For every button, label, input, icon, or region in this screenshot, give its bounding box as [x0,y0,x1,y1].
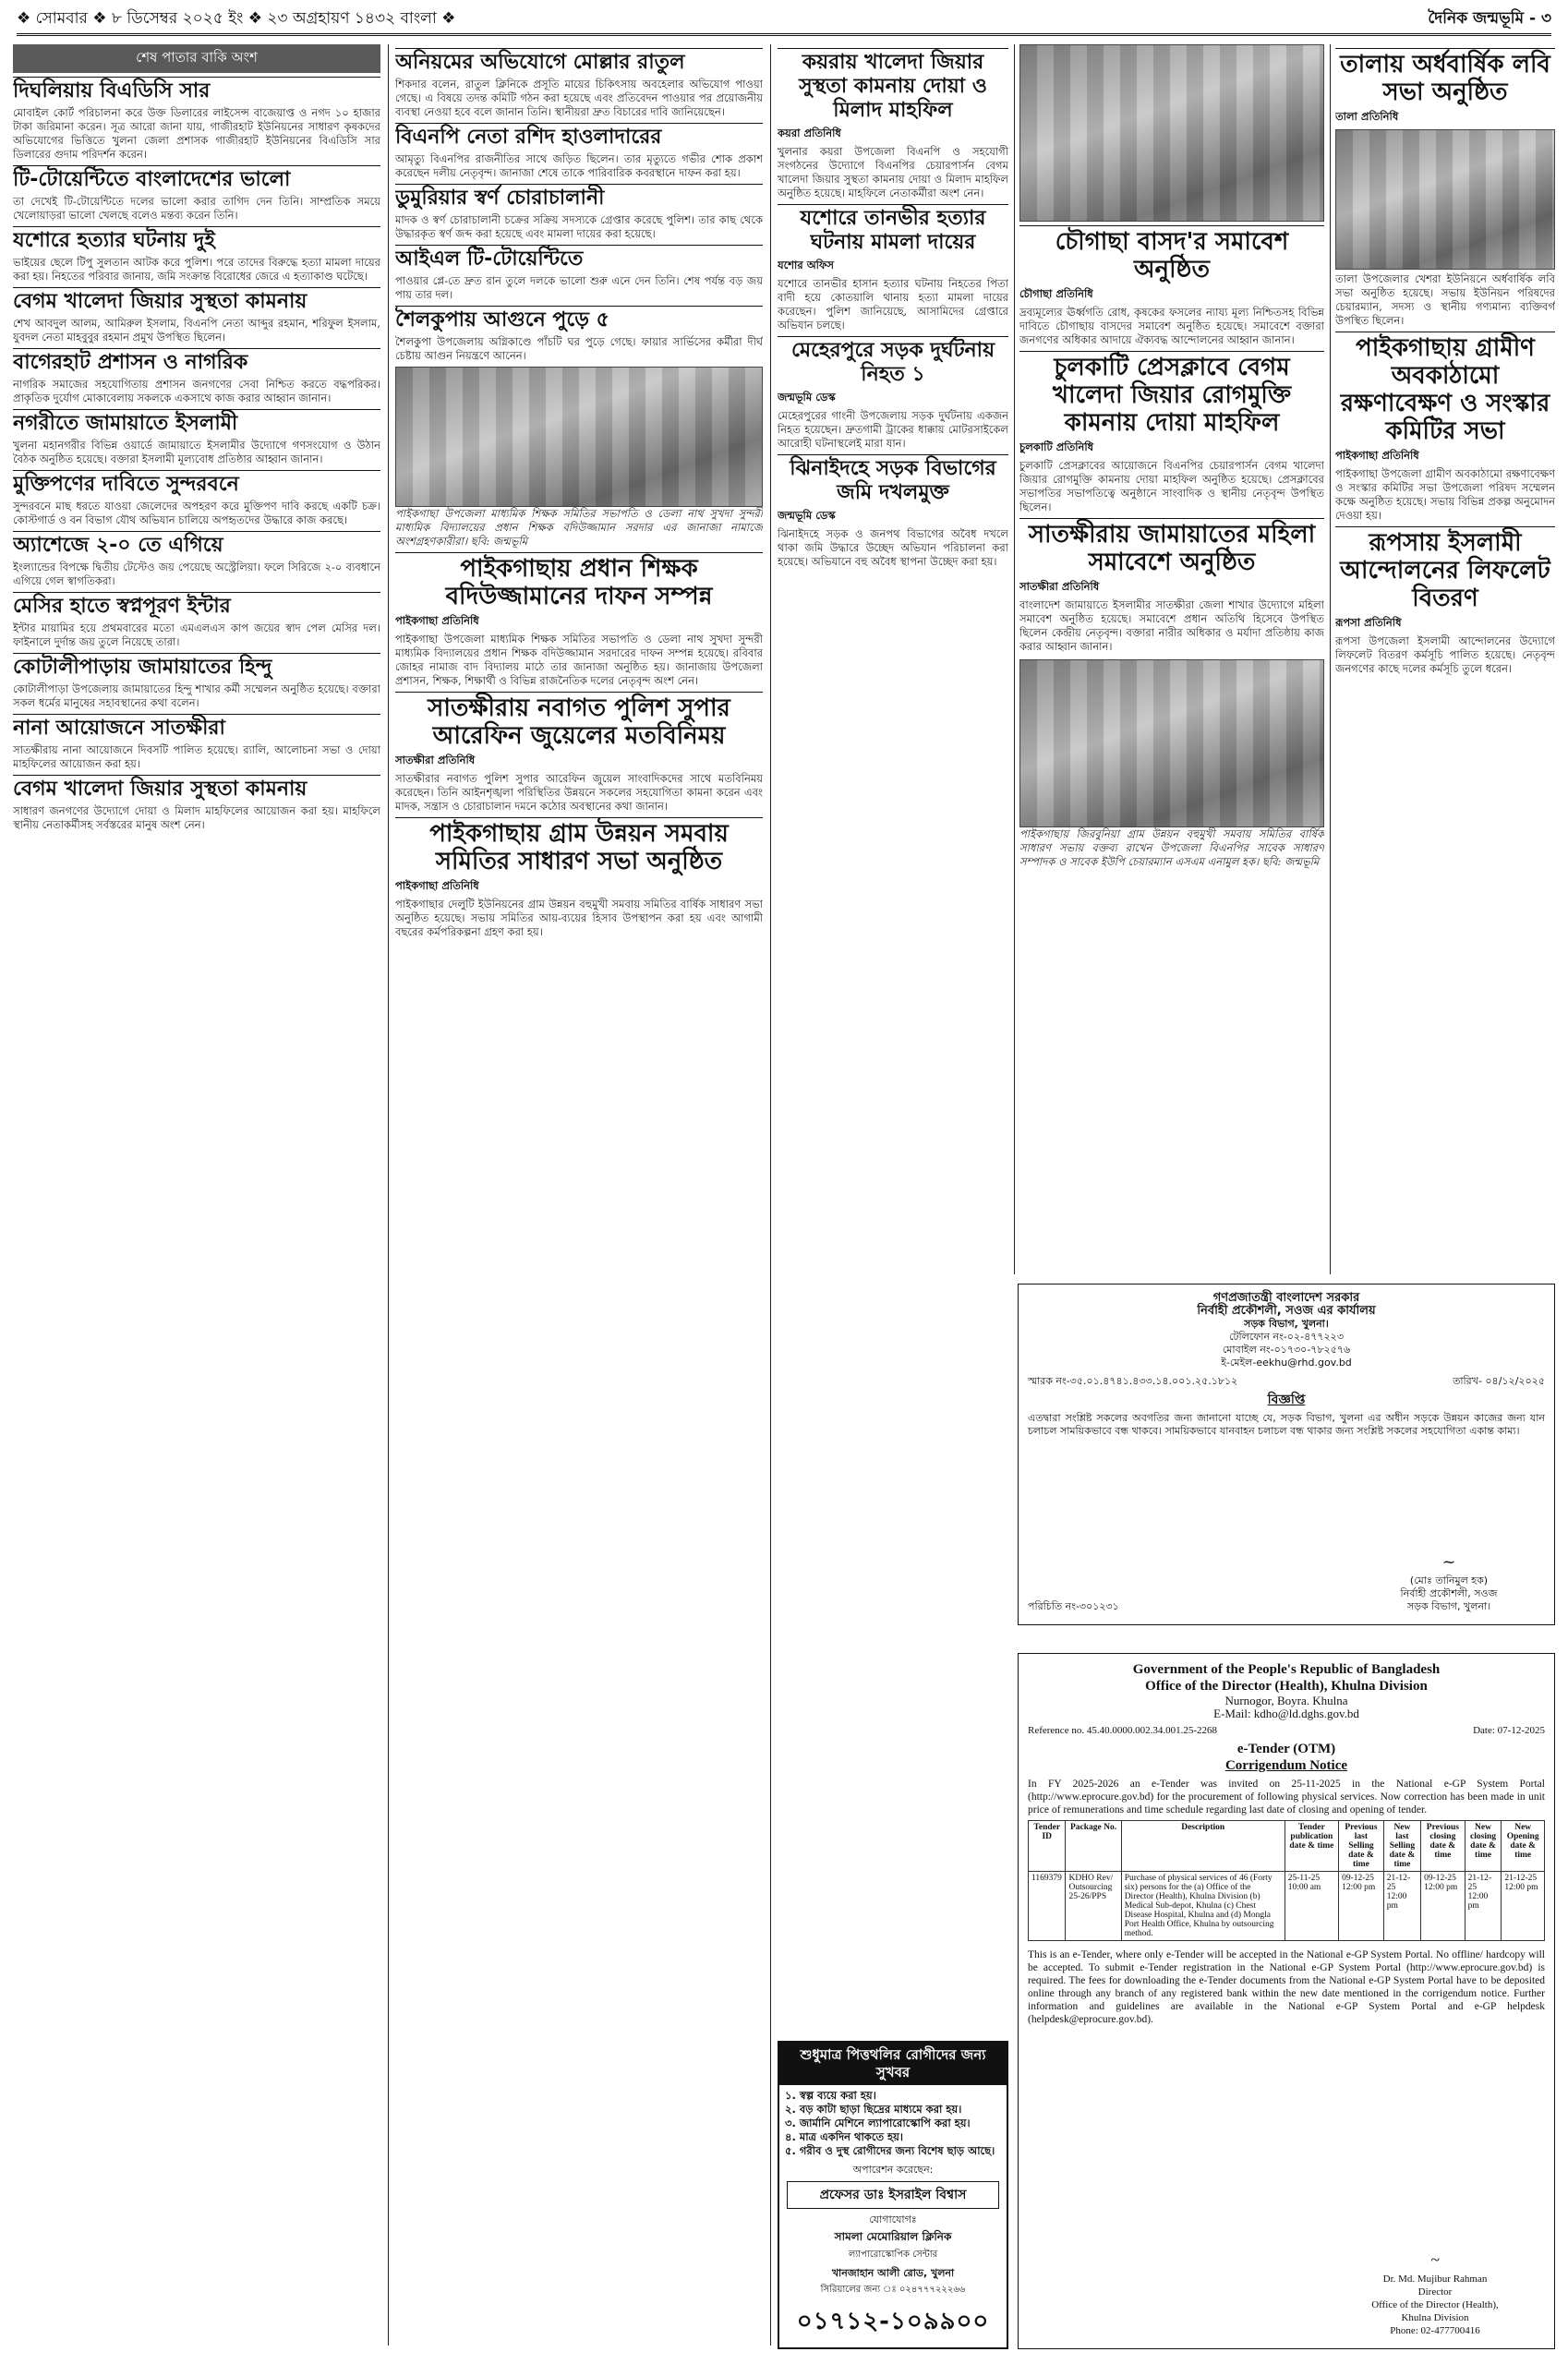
ad-doctor-label: অপারেশন করেছেন: [852,2164,934,2176]
ad-benefit: ২. বড় কাটা ছাড়া ছিদ্রের মাধ্যমে করা হয়। [785,2103,962,2116]
article-text: বাংলাদেশ জামায়াতে ইসলামীর সাতক্ষীরা জেলা শাখার উদ্যোগে মহিলা সমাবেশ অনুষ্ঠিত হয়েছে। সমাবেশে প্রধান অতিথি হিসেবে উপস্থিত ছিলেন কেন্দ্রীয় নেতৃবৃন্দ। বক্তারা নারীর অধিকার ও মর্যাদা প্রতিষ্ঠায় কাজ করার আহ্বান জানান। [1019,598,1324,653]
notice-office-line: নির্বাহী প্রকৌশলী, সওজ এর কার্যালয় [1197,1304,1376,1318]
byline: কয়রা প্রতিনিধি [778,127,841,139]
notice-signer-title: নির্বাহী প্রকৌশলী, সওজ [1400,1587,1498,1599]
photo-caption: পাইকগাছা উপজেলা মাধ্যমিক শিক্ষক সমিতির সভাপতি ও ডেলা নাথ সুখদা সুন্দরী মাধ্যমিক বিদ্যালয়ের প্রধান শিক্ষক বদিউজ্জামান সরদার এর জানাজা নামাজে অংশগ্রহণকারীরা। ছবি: জন্মভূমি [395,507,763,548]
article-text: রূপসা উপজেলা ইসলামী আন্দোলনের উদ্যোগে লিফলেট বিতরণ কর্মসূচি পালিত হয়েছে। নেতৃবৃন্দ জনগণের কাছে দলের কর্মসূচি তুলে ধরেন। [1335,634,1555,675]
issue-date: ❖ সোমবার ❖ ৮ ডিসেম্বর ২০২৫ ইং ❖ ২৩ অগ্রহায়ণ ১৪৩২ বাংলা ❖ [17,9,456,28]
table-header: New Opening date & time [1502,1821,1545,1872]
table-cell: 21-12-25 12:00 pm [1383,1872,1420,1941]
notice-heading: বিজ্ঞপ্তি [1267,1393,1306,1407]
article-text: সাধারণ জনগণের উদ্যোগে দোয়া ও মিলাদ মাহফিলের আয়োজন করা হয়। মাহফিলে স্থানীয় নেতাকর্মীসহ সর্বস্তরের মানুষ অংশ নেন। [13,804,380,831]
etender-address: Nurnogor, Boyra. Khulna [1224,1694,1348,1707]
etender-signer-division: Khulna Division [1401,2312,1469,2323]
article-text: ঝিনাইদহে সড়ক ও জনপথ বিভাগের অবৈধ দখলে থাকা জমি উদ্ধারে উচ্ছেদ অভিযান পরিচালনা করা হয়েছে। অভিযানে বহু অবৈধ স্থাপনা উচ্ছেদ করা হয়। [778,527,1008,568]
headline: যশোরে হত্যার ঘটনায় দুই [13,226,380,253]
headline: চৌগাছা বাসদ'র সমাবেশ অনুষ্ঠিত [1019,225,1324,283]
headline: অ্যাশেজে ২-০ তে এগিয়ে [13,531,380,558]
table-header-row [1029,1821,1545,1872]
headline: আইএল টি-টোয়েন্টিতে [395,245,763,271]
etender-signer: Dr. Md. Mujibur Rahman [1382,2274,1488,2285]
headline: মেহেরপুরে সড়ক দুর্ঘটনায় নিহত ১ [778,336,1008,387]
headline: ডুমুরিয়ার স্বর্ণ চোরাচালানী [395,184,763,211]
column-divider [388,44,389,2346]
clinic-advertisement [778,2041,1008,2349]
etender-notice [1018,1653,1555,2349]
table-cell: 09-12-25 12:00 pm [1421,1872,1465,1941]
ad-benefits-list [779,2085,1007,2162]
headline: কয়রায় খালেদা জিয়ার সুস্থতা কামনায় দোয়া ও মিলাদ মাহফিল [778,48,1008,123]
etender-signer-title: Director [1417,2286,1453,2298]
column-divider [1330,44,1331,1274]
table-row [1029,1872,1545,1941]
meeting-photo [1019,659,1324,827]
column-1 [13,44,380,2353]
article-text: মেহেরপুরের গাংনী উপজেলায় সড়ক দুর্ঘটনায় একজন নিহত হয়েছেন। দ্রুতগামী ট্রাকের ধাক্কায় মোটরসাইকেল আরোহী ঘটনাস্থলেই মারা যান। [778,409,1008,450]
etender-date: Date: 07-12-2025 [1473,1725,1545,1736]
continued-band: শেষ পাতার বাকি অংশ [13,44,380,73]
etender-header [1028,1661,1545,1720]
headline: সাতক্ষীরায় জামায়াতের মহিলা সমাবেশে অনুষ্ঠিত [1019,518,1324,576]
byline: পাইকগাছা প্রতিনিধি [395,879,479,892]
notice-phone: টেলিফোন নং-০২-৪৭৭২২৩ [1229,1331,1344,1343]
article-text: দ্রব্যমূল্যের ঊর্ধ্বগতি রোধ, কৃষকের ফসলের ন্যায্য মূল্য নিশ্চিতসহ বিভিন্ন দাবিতে চৌগাছায় বাসদের সমাবেশ অনুষ্ঠিত হয়েছে। সমাবেশে বক্তারা জনগণের অধিকার আদায়ে ঐক্যবদ্ধ আন্দোলনের আহ্বান জানান। [1019,306,1324,346]
headline: বিএনপি নেতা রশিদ হাওলাদারের [395,123,763,150]
ad-contact-label: যোগাযোগঃ [869,2213,917,2225]
headline: টি-টোয়েন্টিতে বাংলাদেশের ভালো [13,165,380,192]
headline: বেগম খালেদা জিয়ার সুস্থতা কামনায় [13,775,380,802]
etender-subtitle: Corrigendum Notice [1224,1758,1348,1773]
ad-benefit: ৫. গরীব ও দুস্থ রোগীদের জন্য বিশেষ ছাড় আছে। [785,2144,995,2157]
headline: শৈলকুপায় আগুনে পুড়ে ৫ [395,306,763,332]
headline: বাগেরহাট প্রশাসন ও নাগরিক [13,348,380,375]
byline: জন্মভূমি ডেস্ক [778,391,836,404]
notice-memo: স্মারক নং-৩৫.০১.৪৭৪১.৪৩৩.১৪.০০১.২৫.১৮১২ [1028,1375,1238,1387]
etender-signature [1329,2250,1541,2337]
article-text: নাগরিক সমাজের সহযোগিতায় প্রশাসন জনগণের সেবা নিশ্চিত করতে বদ্ধপরিকর। প্রাকৃতিক দুর্যোগ মোকাবেলায় সকলকে একসাথে কাজ করার আহ্বান জানান। [13,378,380,404]
notice-body: এতদ্বারা সংশ্লিষ্ট সকলের অবগতির জন্য জানানো যাচ্ছে যে, সড়ক বিভাগ, খুলনা এর অধীন সড়কে উন্নয়ন কাজের জন্য যান চলাচল সাময়িকভাবে বন্ধ থাকবে। সাময়িকভাবে যানবাহন চলাচল বন্ধ থাকার জন্য সংশ্লিষ্ট সকলের সহযোগিতা একান্ত কাম্য। [1028,1412,1545,1437]
notice-mobile: মোবাইল নং-০১৭৩০-৭৮২৫৭৬ [1222,1344,1351,1356]
headline: অনিয়মের অভিযোগে মোল্লার রাতুল [395,48,763,75]
etender-email: E-Mail: kdho@ld.dghs.gov.bd [1213,1707,1359,1720]
table-cell: 09-12-25 12:00 pm [1339,1872,1384,1941]
etender-table [1028,1820,1545,1941]
headline: কোটালীপাড়ায় জামায়াতের হিন্দু [13,653,380,680]
ad-clinic-sub: ল্যাপারোস্কোপিক সেন্টার [848,2249,938,2260]
notice-dept-line: সড়ক বিভাগ, খুলনা। [1244,1318,1329,1330]
table-header: Description [1121,1821,1285,1872]
ad-address: খানজাহান আলী রোড, খুলনা [831,2267,955,2279]
notice-signer-dept: সড়ক বিভাগ, খুলনা। [1406,1600,1491,1612]
column-4 [1019,44,1324,1272]
column-2 [395,44,763,2353]
etender-reference: Reference no. 45.40.0000.002.34.001.25-2268 [1028,1725,1217,1736]
notice-gov-line: গণপ্রজাতন্ত্রী বাংলাদেশ সরকার [1212,1291,1360,1305]
table-header: Package No. [1066,1821,1121,1872]
article-text: পাওয়ার প্লে-তে দ্রুত রান তুলে দলকে ভালো শুরু এনে দেন তিনি। শেষ পর্যন্ত বড় জয় পায় তার দল। [395,274,763,301]
ad-phone: ০১৭১২-১০৯৯০০ [796,2308,990,2335]
headline: পাইকগাছায় প্রধান শিক্ষক বদিউজ্জামানের দাফন সম্পন্ন [395,552,763,610]
table-cell: 21-12-25 12:00 pm [1502,1872,1545,1941]
article-text: সুন্দরবনে মাছ ধরতে যাওয়া জেলেদের অপহরণ করে মুক্তিপণ দাবি করছে একটি চক্র। কোস্টগার্ড ও বন বিভাগ যৌথ অভিযান চালিয়ে অপহৃতদের উদ্ধারে কাজ করছে। [13,500,380,526]
ad-benefit: ৩. জার্মানি মেশিনে ল্যাপারোস্কোপি করা হয়। [785,2117,971,2129]
table-header: Tender publication date & time [1285,1821,1338,1872]
table-cell: KDHO Rev/ Outsourcing 25-26/PPS [1066,1872,1121,1941]
table-cell: 21-12-25 12:00 pm [1465,1872,1502,1941]
column-divider [770,44,771,2346]
paper-page-label: দৈনিক জন্মভূমি - ৩ [1428,9,1551,28]
ad-serial: সিরিয়ালের জন্য ঃ ০২৪৭৭৭২২২৬৬ [820,2285,966,2295]
article-text: পাইকগাছা উপজেলা মাধ্যমিক শিক্ষক সমিতির সভাপতি ও ডেলা নাথ সুখদা সুন্দরী মাধ্যমিক বিদ্যালয়ের প্রধান শিক্ষক বদিউজ্জামান সরদারের দাফন সম্পন্ন হয়েছে। রবিবার জোহর নামাজ বাদ বিদ্যালয় মাঠে তার জানাজা অনুষ্ঠিত হয়। জানাজায় উপজেলা প্রশাসন, শিক্ষক, শিক্ষার্থী ও বিভিন্ন রাজনৈতিক দলের নেতৃবৃন্দ অংশ নেন। [395,633,763,687]
table-header: Previous closing date & time [1421,1821,1465,1872]
byline: চৌগাছা প্রতিনিধি [1019,287,1093,300]
article-text: শিকদার বলেন, রাতুল ক্লিনিকে প্রসূতি মায়ের চিকিৎসায় অবহেলার অভিযোগ পাওয়া গেছে। এ বিষয়ে তদন্ত কমিটি গঠন করা হয়েছে এবং প্রতিবেদন পাওয়ার পর প্রয়োজনীয় ব্যবস্থা নেওয়া হবে বলে জানান তিনি। স্থানীয়রা দ্রুত বিচারের দাবি জানিয়েছেন। [395,78,763,118]
headline: দিঘলিয়ায় বিএডিসি সার [13,77,380,103]
column-5 [1335,44,1555,1272]
signature-mark: ~ [1430,2250,1440,2269]
ad-title: শুধুমাত্র পিত্তথলির রোগীদের জন্য সুখবর [779,2043,1007,2085]
headline: যশোরে তানভীর হত্যার ঘটনায় মামলা দায়ের [778,204,1008,255]
article-text: শেখ আবদুল আলম, আমিরুল ইসলাম, বিএনপি নেতা আব্দুর রহমান, শরিফুল ইসলাম, যুবদল নেতা মাহবুবুর রহমান প্রমুখ উপস্থিত ছিলেন। [13,317,380,344]
article-text: ইন্টার মায়ামির হয়ে প্রথমবারের মতো এমএলএস কাপ জয়ের স্বাদ পেল মেসির দল। ফাইনালে দুর্দান্ত জয় তুলে নিয়েছে তারা। [13,621,380,648]
column-divider [1014,44,1015,1274]
headline: বেগম খালেদা জিয়ার সুস্থতা কামনায় [13,287,380,314]
masthead-line [17,6,1551,36]
byline: তালা প্রতিনিধি [1335,110,1399,123]
byline: পাইকগাছা প্রতিনিধি [1335,449,1419,462]
table-header: Tender ID [1029,1821,1066,1872]
article-text: শৈলকুপা উপজেলায় অগ্নিকাণ্ডে পাঁচটি ঘর পুড়ে গেছে। ফায়ার সার্ভিসের কর্মীরা দীর্ঘ চেষ্টায় আগুন নিয়ন্ত্রণে আনেন। [395,335,763,362]
ad-benefit: ৪. মাত্র একদিন থাকতে হয়। [785,2130,904,2143]
byline: যশোর অফিস [778,259,834,271]
byline: সাতক্ষীরা প্রতিনিধি [1019,580,1100,593]
notice-email: ই-মেইল-eekhu@rhd.gov.bd [1221,1357,1352,1369]
article-text: খুলনার কয়রা উপজেলা বিএনপি ও সহযোগী সংগঠনের উদ্যোগে বিএনপির চেয়ারপার্সন বেগম খালেদা জিয়ার সুস্থতা কামনায় দোয়া ও মিলাদ মাহফিল অনুষ্ঠিত হয়েছে। মাহফিলে নেতাকর্মীরা অংশ নেন। [778,145,1008,199]
ad-benefit: ১. স্বল্প ব্যয়ে করা হয়। [785,2089,876,2102]
byline: চুলকাটি প্রতিনিধি [1019,440,1094,453]
headline: ঝিনাইদহে সড়ক বিভাগের জমি দখলমুক্ত [778,454,1008,505]
article-text: পাইকগাছা উপজেলা গ্রামীণ অবকাঠামো রক্ষণাবেক্ষণ ও সংস্কার কমিটির সভা উপজেলা পরিষদ সম্মেলন কক্ষে অনুষ্ঠিত হয়েছে। সভায় বিভিন্ন প্রকল্প অনুমোদন দেওয়া হয়। [1335,467,1555,522]
table-header: Previous last Selling date & time [1339,1821,1384,1872]
article-text: ইংল্যান্ডের বিপক্ষে দ্বিতীয় টেস্টেও জয় পেয়েছে অস্ট্রেলিয়া। ফলে সিরিজে ২-০ ব্যবধানে এগিয়ে গেল স্বাগতিকরা। [13,561,380,587]
event-photo [1335,129,1555,270]
signature-mark: ~ [1441,1552,1456,1572]
notice-ref-row [1028,1375,1545,1388]
etender-ref-row [1028,1724,1545,1737]
headline: নগরীতে জামায়াতে ইসলামী [13,409,380,436]
byline: সাতক্ষীরা প্রতিনিধি [395,754,476,766]
notice-date: তারিখ- ০৪/১২/২০২৫ [1453,1375,1545,1387]
headline: সাতক্ষীরায় নবাগত পুলিশ সুপার আরেফিন জুয়েলের মতবিনিময় [395,692,763,750]
headline: পাইকগাছায় গ্রামীণ অবকাঠামো রক্ষণাবেক্ষণ ও সংস্কার কমিটির সভা [1335,332,1555,445]
article-text: কোটালীপাড়া উপজেলায় জামায়াতের হিন্দু শাখার কর্মী সম্মেলন অনুষ্ঠিত হয়েছে। বক্তারা সকল ধর্মের মানুষের সহাবস্থানের কথা বলেন। [13,682,380,709]
headline: রূপসায় ইসলামী আন্দোলনের লিফলেট বিতরণ [1335,526,1555,612]
headline: তালায় অর্ধবার্ষিক লবি সভা অনুষ্ঠিত [1335,48,1555,106]
article-text: চুলকাটি প্রেসক্লাবের আয়োজনে বিএনপির চেয়ারপার্সন বেগম খালেদা জিয়ার রোগমুক্তি কামনায় দোয়া মাহফিল অনুষ্ঠিত হয়েছে। প্রেসক্লাবের সভাপতির সভাপতিত্বে অনুষ্ঠানে সাংবাদিক ও স্থানীয় নেতৃবৃন্দ উপস্থিত ছিলেন। [1019,459,1324,513]
etender-intro: In FY 2025-2026 an e-Tender was invited on 25-11-2025 in the National e-GP System Portal (http://www.eprocure.gov.bd) for the procurement of following physical services. Now correction has been made in unit price of remunerations and time schedule regarding last date of closing and opening of tender. [1028,1779,1545,1815]
article-text: যশোরে তানভীর হাসান হত্যার ঘটনায় নিহতের পিতা বাদী হয়ে কোতয়ালি থানায় হত্যা মামলা দায়ের করেছেন। পুলিশ জানিয়েছে, আসামিদের গ্রেপ্তারে অভিযান চলছে। [778,277,1008,332]
article-text: তালা উপজেলার খেশরা ইউনিয়নে অর্ধবার্ষিক লবি সভা অনুষ্ঠিত হয়েছে। সভায় ইউনিয়ন পরিষদের চেয়ারম্যান, সদস্য ও স্থানীয় গণ্যমান্য ব্যক্তিবর্গ উপস্থিত ছিলেন। [1335,272,1555,327]
etender-title: e-Tender (OTM) [1236,1742,1336,1756]
funeral-photo [395,367,763,507]
etender-signer-phone: Phone: 02-477700416 [1390,2325,1480,2336]
article-text: পাইকগাছার দেলুটি ইউনিয়নের গ্রাম উন্নয়ন বহুমুখী সমবায় সমিতির বার্ষিক সাধারণ সভা অনুষ্ঠিত হয়েছে। সভায় সমিতির আয়-ব্যয়ের হিসাব উপস্থাপন করা হয় এবং আগামী বছরের কর্মপরিকল্পনা গ্রহণ করা হয়। [395,898,763,938]
notice-ref-no: পরিচিতি নং-৩০১২৩১ [1028,1600,1119,1612]
table-cell: Purchase of physical services of 46 (Forty six) persons for the (a) Office of the Director (Health), Khulna Division (b) Medical Sub-depot, Khulna (c) Chest Disease Hospital, Khulna and (d) Mongla Port Health Office, Khulna by outsourcing method. [1121,1872,1285,1941]
etender-signer-office: Office of the Director (Health), [1371,2299,1499,2310]
article-text: ভাইয়ের ছেলে টিপু সুলতান আটক করে পুলিশ। পরে তাদের বিরুদ্ধে হত্যা মামলা দায়ের করা হয়। নিহতের পরিবার জানায়, জমি সংক্রান্ত বিরোধের জেরে এ হত্যাকাণ্ড ঘটেছে। [13,256,380,283]
byline: রূপসা প্রতিনিধি [1335,616,1402,629]
table-header: New last Selling date & time [1383,1821,1420,1872]
article-text: সাতক্ষীরার নবাগত পুলিশ সুপার আরেফিন জুয়েল সাংবাদিকদের সাথে মতবিনিময় করেছেন। তিনি আইনশৃঙ্খলা পরিস্থিতির উন্নয়নে সকলের সহযোগিতা কামনা করেন এবং মাদক, সন্ত্রাস ও চোরাচালান দমনে কঠোর অবস্থানের কথা জানান। [395,772,763,813]
notice-signature [1357,1552,1541,1613]
headline: পাইকগাছায় গ্রাম উন্নয়ন সমবায় সমিতির সাধারণ সভা অনুষ্ঠিত [395,817,763,875]
article-text: মোবাইল কোর্ট পরিচালনা করে উক্ত ডিলারের লাইসেন্স বাজেয়াপ্ত ও নগদ ১০ হাজার টাকা জরিমানা করেন। সূত্র আরো জানা যায়, গাজীরহাট ইউনিয়নের সাধারণ কৃষকদের অভিযোগের ভিত্তিতে খুলনা জেলা প্রশাসক গাজীরহাট ইউনিয়নের বিএডিসি সার ডিলারের গুদাম পরিদর্শন করেন। [13,106,380,161]
article-text: মাদক ও স্বর্ণ চোরাচালানী চক্রের সক্রিয় সদস্যকে গ্রেপ্তার করেছে পুলিশ। তার কাছ থেকে উদ্ধারকৃত স্বর্ণ জব্দ করা হয়েছে এবং মামলা দায়ের করা হয়েছে। [395,213,763,240]
article-text: তা দেখেই টি-টোয়েন্টিতে দলের ভালো করার তাগিদ দেন তিনি। সাম্প্রতিক সময়ে খেলোয়াড়রা ভালো খেলছে বলেও মন্তব্য করেন তিনি। [13,195,380,222]
etender-office: Office of the Director (Health), Khulna Division [1145,1679,1428,1694]
ad-clinic-name: সামলা মেমোরিয়াল ক্লিনিক [834,2230,952,2243]
ad-doctor-name: প্রফেসর ডাঃ ইসরাইল বিশ্বাস [787,2181,999,2209]
headline: মুক্তিপণের দাবিতে সুন্দরবনে [13,470,380,497]
etender-gov: Government of the People's Republic of Bangladesh [1132,1662,1441,1677]
photo-caption: পাইকগাছায় জিরবুনিয়া গ্রাম উন্নয়ন বহুমুখী সমবায় সমিতির বার্ষিক সাধারণ সভায় বক্তব্য রাখেন উপজেলা বিএনপির সাবেক সাধারণ সম্পাদক ও সাবেক ইউপি চেয়ারম্যান এসএম এনামুল হক। ছবি: জন্মভূমি [1019,827,1324,868]
table-header: New closing date & time [1465,1821,1502,1872]
byline: জন্মভূমি ডেস্ক [778,509,836,522]
headline: মেসির হাতে স্বপ্নপূরণ ইন্টার [13,592,380,619]
article-text: খুলনা মহানগরীর বিভিন্ন ওয়ার্ডে জামায়াতে ইসলামীর উদ্যোগে গণসংযোগ ও উঠান বৈঠক অনুষ্ঠিত হয়েছে। বক্তারা ইসলামী মূল্যবোধ প্রতিষ্ঠার আহ্বান জানান। [13,439,380,465]
rhd-notice [1018,1284,1555,1625]
byline: পাইকগাছা প্রতিনিধি [395,614,479,627]
notice-header [1028,1292,1545,1369]
table-cell: 25-11-25 10:00 am [1285,1872,1338,1941]
table-cell: 1169379 [1029,1872,1066,1941]
headline: নানা আয়োজনে সাতক্ষীরা [13,714,380,741]
column-3 [778,44,1008,2353]
rally-photo [1019,44,1324,222]
notice-signer: (মোঃ তানিমুল হক) [1409,1574,1489,1586]
headline: চুলকাটি প্রেসক্লাবে বেগম খালেদা জিয়ার রোগমুক্তি কামনায় দোয়া মাহফিল [1019,351,1324,437]
article-text: সাতক্ষীরায় নানা আয়োজনে দিবসটি পালিত হয়েছে। র‍্যালি, আলোচনা সভা ও দোয়া মাহফিলের আয়োজন করা হয়। [13,743,380,770]
etender-footer: This is an e-Tender, where only e-Tender will be accepted in the National e-GP System Portal. No offline/ hardcopy will be accepted. To submit e-Tender registration in the National e-GP System Portal (http://www.eprocure.gov.bd) is required. The fees for downloading the e-Tender documents from the National e-GP System Portal have to be deposited online through any branch of any registered bank within the new date mentioned in the corrigendum notice. Further information and guidelines are available in the National e-GP System Portal and e-GP helpdesk (helpdesk@eprocure.gov.bd). [1028,1949,1545,2025]
article-text: আমৃত্যু বিএনপির রাজনীতির সাথে জড়িত ছিলেন। তার মৃত্যুতে গভীর শোক প্রকাশ করেছেন দলীয় নেতৃবৃন্দ। জানাজা শেষে তাকে পারিবারিক কবরস্থানে দাফন করা হয়। [395,152,763,179]
